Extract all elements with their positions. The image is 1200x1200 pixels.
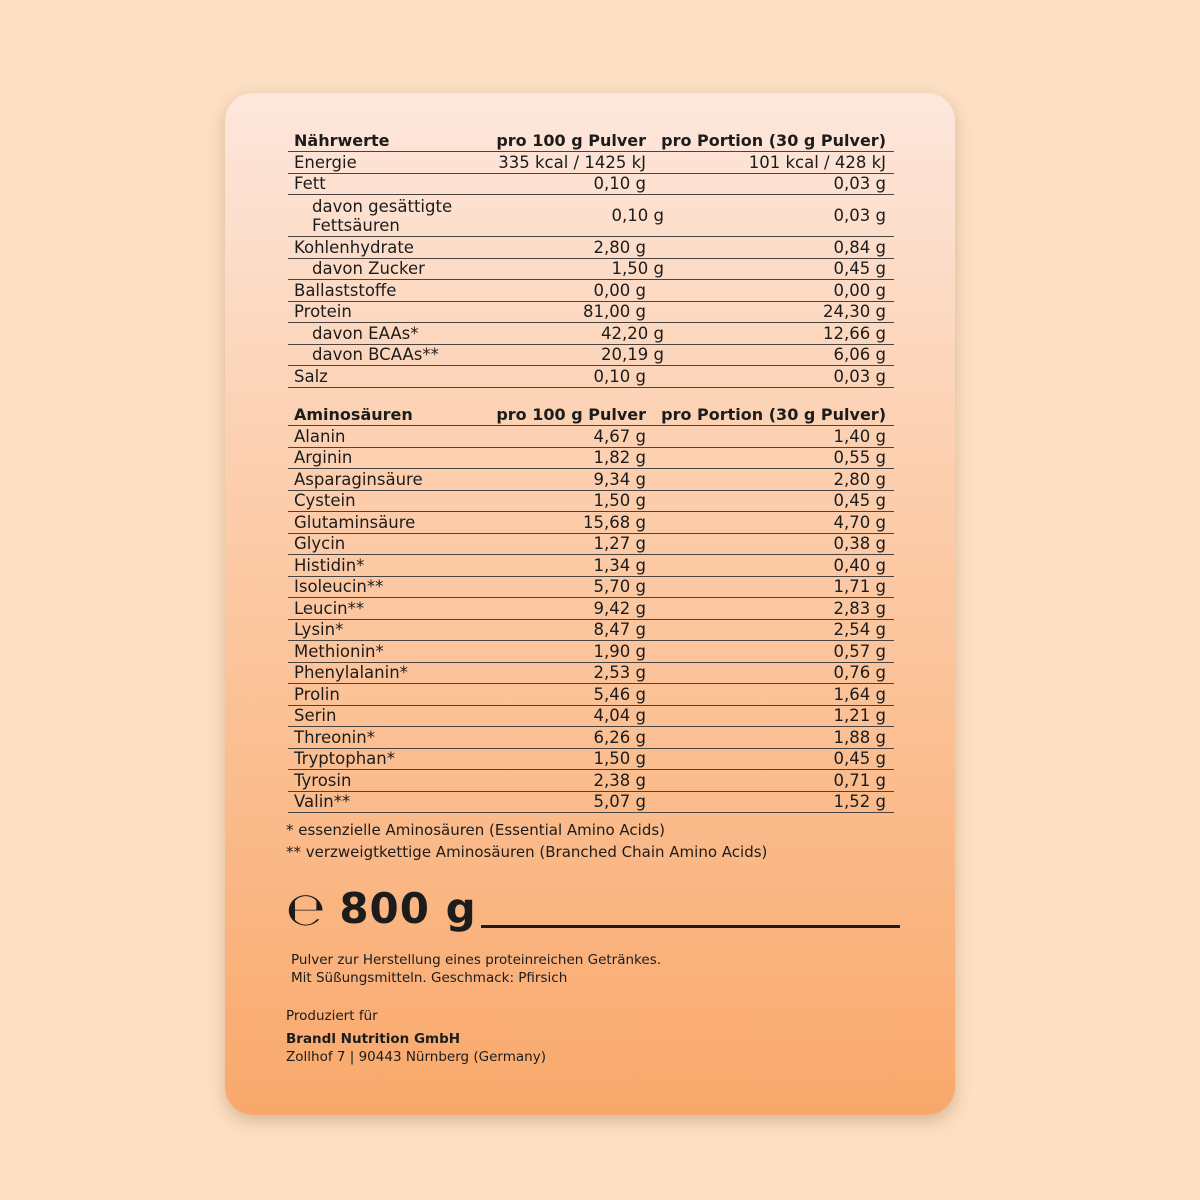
row-value-100g: 5,46 g xyxy=(593,684,646,704)
row-value-portion: 2,54 g xyxy=(833,620,886,639)
table-row xyxy=(288,323,894,345)
row-value-100g: 81,00 g xyxy=(583,302,646,321)
table-row xyxy=(288,770,894,792)
row-label: Fett xyxy=(294,174,326,193)
weight-underline xyxy=(481,925,900,928)
row-value-portion: 1,52 g xyxy=(833,792,886,811)
row-label: Tryptophan* xyxy=(294,749,395,768)
row-label: Valin** xyxy=(294,792,351,811)
header-col-portion: pro Portion (30 g Pulver) xyxy=(661,405,886,424)
table-row xyxy=(288,749,894,771)
row-value-portion: 24,30 g xyxy=(823,302,886,321)
row-value-portion: 1,71 g xyxy=(833,577,886,596)
table-row xyxy=(288,152,894,174)
table-row xyxy=(288,555,894,577)
header-col-portion: pro Portion (30 g Pulver) xyxy=(661,131,886,150)
row-label: Serin xyxy=(294,706,337,725)
row-label: Methionin* xyxy=(294,641,384,661)
row-value-100g: 20,19 g xyxy=(601,345,664,364)
row-value-portion: 0,00 g xyxy=(833,280,886,300)
row-label: Kohlenhydrate xyxy=(294,237,414,257)
row-label: davon gesättigte Fettsäuren xyxy=(312,197,453,235)
row-value-100g: 2,38 g xyxy=(593,770,646,790)
row-value-100g: 42,20 g xyxy=(601,323,664,343)
produced-for-label: Produziert für xyxy=(286,1008,378,1024)
table-row xyxy=(288,727,894,749)
table-row xyxy=(288,534,894,556)
nutrition-table-header xyxy=(288,126,894,152)
row-label: davon EAAs* xyxy=(312,323,419,343)
row-value-100g: 1,50 g xyxy=(611,259,664,278)
row-value-portion: 1,40 g xyxy=(833,426,886,446)
row-value-portion: 2,80 g xyxy=(833,469,886,489)
row-value-100g: 5,70 g xyxy=(593,577,646,596)
row-label: Histidin* xyxy=(294,555,365,575)
row-value-portion: 0,76 g xyxy=(833,663,886,682)
table-row xyxy=(288,792,894,814)
row-value-portion: 1,21 g xyxy=(833,706,886,725)
table-row xyxy=(288,259,894,281)
description-line: Mit Süßungsmitteln. Geschmack: Pfirsich xyxy=(291,970,568,986)
row-value-100g: 2,80 g xyxy=(593,237,646,257)
row-label: Alanin xyxy=(294,426,346,446)
row-label: davon BCAAs** xyxy=(312,345,439,364)
row-label: Glycin xyxy=(294,534,346,553)
footnote-essential: * essenzielle Aminosäuren (Essential Amino Acids) xyxy=(286,821,666,839)
row-value-100g: 1,50 g xyxy=(593,749,646,768)
row-value-100g: 1,27 g xyxy=(593,534,646,553)
estimated-sign-icon: ℮ xyxy=(286,882,326,936)
net-weight xyxy=(286,876,900,936)
row-value-100g: 9,42 g xyxy=(593,598,646,618)
row-label: Asparaginsäure xyxy=(294,469,423,489)
table-row xyxy=(288,426,894,448)
row-value-100g: 5,07 g xyxy=(593,792,646,811)
row-value-portion: 101 kcal / 428 kJ xyxy=(748,152,886,172)
table-row xyxy=(288,620,894,642)
amino-table xyxy=(288,400,894,813)
table-row xyxy=(288,280,894,302)
row-label: Leucin** xyxy=(294,598,365,618)
company-name: Brandl Nutrition GmbH xyxy=(286,1031,461,1047)
header-label: Aminosäuren xyxy=(294,405,413,424)
table-row xyxy=(288,237,894,259)
row-value-portion: 0,03 g xyxy=(833,205,886,225)
row-value-portion: 0,71 g xyxy=(833,770,886,790)
row-label: Prolin xyxy=(294,684,340,704)
row-value-100g: 1,50 g xyxy=(593,491,646,510)
row-value-portion: 0,84 g xyxy=(833,237,886,257)
row-value-100g: 8,47 g xyxy=(593,620,646,639)
row-value-portion: 0,45 g xyxy=(833,259,886,278)
product-description xyxy=(291,951,661,987)
row-value-100g: 1,90 g xyxy=(593,641,646,661)
table-row xyxy=(288,195,894,237)
table-row xyxy=(288,491,894,513)
table-row xyxy=(288,448,894,470)
table-row xyxy=(288,706,894,728)
table-row xyxy=(288,641,894,663)
table-row xyxy=(288,684,894,706)
table-row xyxy=(288,577,894,599)
row-value-portion: 1,64 g xyxy=(833,684,886,704)
row-value-portion: 12,66 g xyxy=(823,323,886,343)
row-label: Cystein xyxy=(294,491,356,510)
row-value-portion: 0,40 g xyxy=(833,555,886,575)
row-label: Phenylalanin* xyxy=(294,663,408,682)
row-value-portion: 0,45 g xyxy=(833,749,886,768)
table-row xyxy=(288,302,894,324)
row-value-100g: 4,04 g xyxy=(593,706,646,725)
description-line: Pulver zur Herstellung eines proteinreichen Getränkes. xyxy=(291,952,662,968)
row-label: Ballaststoffe xyxy=(294,280,397,300)
row-label: Lysin* xyxy=(294,620,344,639)
row-value-portion: 1,88 g xyxy=(833,727,886,747)
row-value-portion: 0,03 g xyxy=(833,174,886,193)
row-label: davon Zucker xyxy=(312,259,425,278)
row-value-100g: 4,67 g xyxy=(593,426,646,446)
row-label: Energie xyxy=(294,152,357,172)
row-value-100g: 0,10 g xyxy=(593,366,646,386)
row-value-100g: 0,00 g xyxy=(593,280,646,300)
company-address: Zollhof 7 | 90443 Nürnberg (Germany) xyxy=(286,1049,546,1065)
row-label: Isoleucin** xyxy=(294,577,384,596)
row-value-100g: 2,53 g xyxy=(593,663,646,682)
table-row xyxy=(288,174,894,196)
row-value-100g: 6,26 g xyxy=(593,727,646,747)
row-value-portion: 0,03 g xyxy=(833,366,886,386)
row-label: Tyrosin xyxy=(294,770,352,790)
row-value-100g: 15,68 g xyxy=(583,512,646,532)
row-label: Salz xyxy=(294,366,328,386)
table-row xyxy=(288,663,894,685)
row-value-100g: 0,10 g xyxy=(611,205,664,225)
row-label: Threonin* xyxy=(294,727,375,747)
footnote-branched: ** verzweigtkettige Aminosäuren (Branched Chain Amino Acids) xyxy=(286,843,768,861)
table-row xyxy=(288,469,894,491)
row-value-portion: 2,83 g xyxy=(833,598,886,618)
table-row xyxy=(288,598,894,620)
header-label: Nährwerte xyxy=(294,131,390,150)
row-label: Protein xyxy=(294,302,352,321)
header-col-100g: pro 100 g Pulver xyxy=(496,405,646,424)
row-value-portion: 0,38 g xyxy=(833,534,886,553)
table-row xyxy=(288,345,894,367)
row-value-100g: 1,34 g xyxy=(593,555,646,575)
row-value-100g: 335 kcal / 1425 kJ xyxy=(498,152,646,172)
nutrition-table xyxy=(288,126,894,388)
row-value-portion: 0,57 g xyxy=(833,641,886,661)
row-value-portion: 0,55 g xyxy=(833,448,886,467)
row-label: Arginin xyxy=(294,448,353,467)
row-value-portion: 4,70 g xyxy=(833,512,886,532)
table-row xyxy=(288,512,894,534)
table-row xyxy=(288,366,894,388)
row-value-100g: 1,82 g xyxy=(593,448,646,467)
row-value-100g: 9,34 g xyxy=(593,469,646,489)
net-weight-value: 800 g xyxy=(339,884,477,933)
row-value-100g: 0,10 g xyxy=(593,174,646,193)
row-value-portion: 0,45 g xyxy=(833,491,886,510)
row-label: Glutaminsäure xyxy=(294,512,416,532)
amino-table-header xyxy=(288,400,894,426)
header-col-100g: pro 100 g Pulver xyxy=(496,131,646,150)
company-block xyxy=(286,1030,546,1066)
row-value-portion: 6,06 g xyxy=(833,345,886,364)
